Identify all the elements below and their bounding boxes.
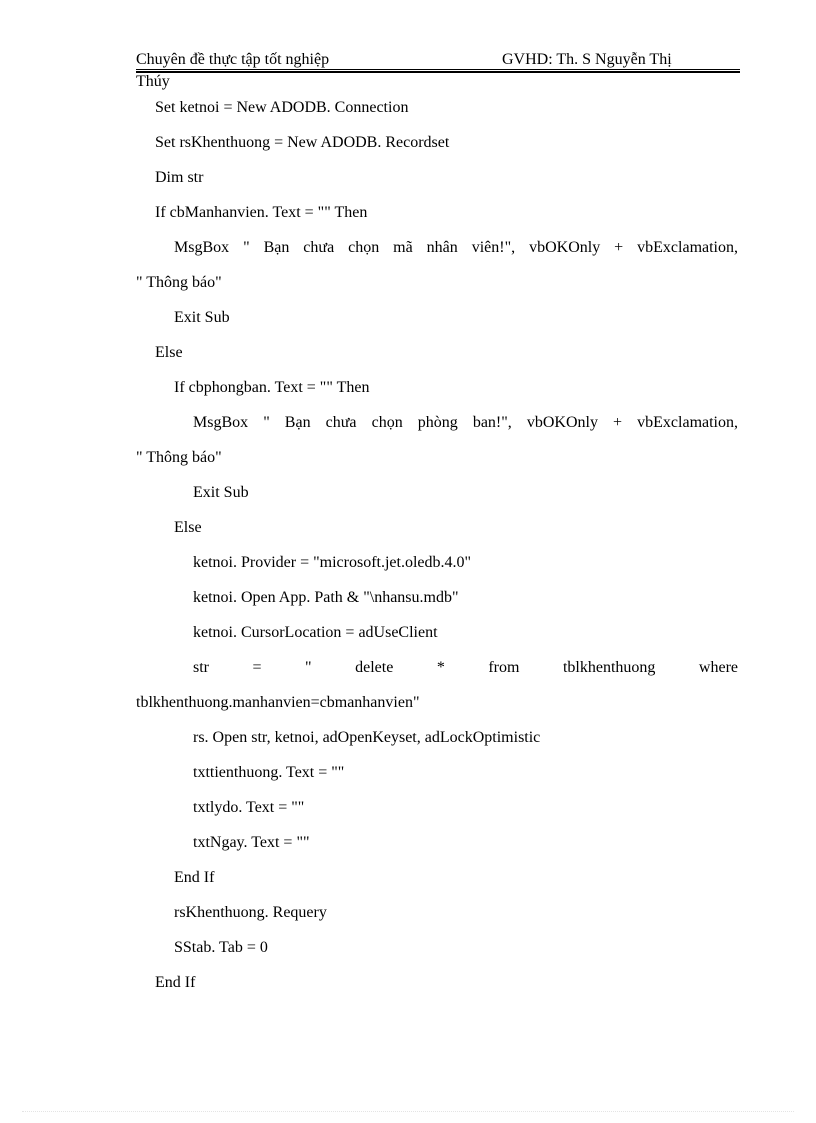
code-line: ketnoi. CursorLocation = adUseClient: [193, 624, 438, 641]
code-line: Set rsKhenthuong = New ADODB. Recordset: [155, 134, 450, 151]
header-rule-thick: [136, 71, 740, 73]
code-line: ketnoi. Open App. Path & "\nhansu.mdb": [193, 589, 459, 606]
header-advisor: GVHD: Th. S Nguyễn Thị: [502, 51, 672, 68]
code-line: SStab. Tab = 0: [174, 939, 268, 956]
page-bottom-border: [22, 1111, 794, 1112]
code-line: str = " delete * from tblkhenthuong where: [193, 659, 738, 676]
code-line: rs. Open str, ketnoi, adOpenKeyset, adLockOptimistic: [193, 729, 541, 746]
code-line: txtNgay. Text = "": [193, 834, 310, 851]
code-line: Exit Sub: [174, 309, 230, 326]
code-listing: [136, 90, 738, 1000]
code-line: If cbManhanvien. Text = "" Then: [155, 204, 368, 221]
code-line: " Thông báo": [136, 274, 222, 291]
code-line: txtlydo. Text = "": [193, 799, 305, 816]
header-thesis-title: Chuyên đề thực tập tốt nghiệp: [136, 51, 330, 68]
code-line: End If: [174, 869, 215, 886]
header-rule-thin: [136, 69, 740, 70]
code-line: Dim str: [155, 169, 204, 186]
header-advisor-continuation: Thúy: [136, 73, 170, 90]
code-line: " Thông báo": [136, 449, 222, 466]
code-line: Else: [174, 519, 202, 536]
code-line: MsgBox " Bạn chưa chọn mã nhân viên!", vbOKOnly + vbExclamation,: [174, 239, 738, 256]
page-header: [136, 51, 740, 71]
code-line: End If: [155, 974, 196, 991]
code-line: rsKhenthuong. Requery: [174, 904, 327, 921]
code-line: Exit Sub: [193, 484, 249, 501]
code-line: Else: [155, 344, 183, 361]
code-line: If cbphongban. Text = "" Then: [174, 379, 370, 396]
code-line: Set ketnoi = New ADODB. Connection: [155, 99, 409, 116]
code-line: txttienthuong. Text = "": [193, 764, 345, 781]
code-line: MsgBox " Bạn chưa chọn phòng ban!", vbOKOnly + vbExclamation,: [193, 414, 738, 431]
code-line: ketnoi. Provider = "microsoft.jet.oledb.4.0": [193, 554, 472, 571]
code-line: tblkhenthuong.manhanvien=cbmanhanvien": [136, 694, 420, 711]
